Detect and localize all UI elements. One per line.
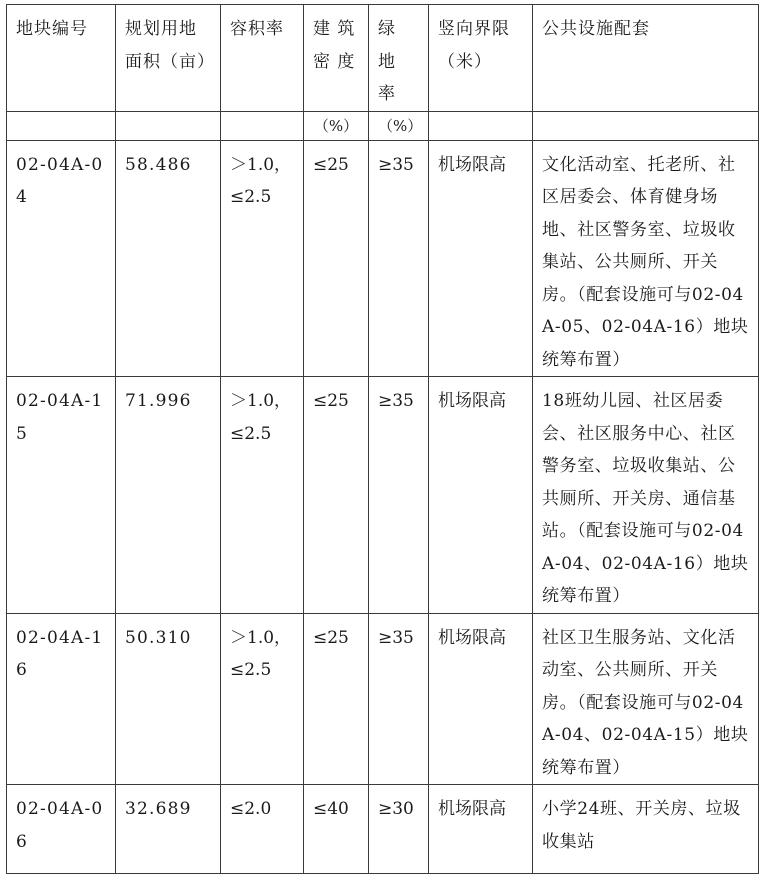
cell-plot-id: 02-04A-16 xyxy=(7,613,116,785)
header-planned-area-line1: 规划用地 xyxy=(125,19,197,39)
header-height-limit-line1: 竖向界限 xyxy=(438,19,510,39)
cell-density: ≤25 xyxy=(304,377,369,614)
header-building-density-line1: 建 筑 xyxy=(313,19,356,39)
table-row xyxy=(7,377,759,614)
cell-height: 机场限高 xyxy=(429,613,533,785)
cell-area: 71.996 xyxy=(116,377,221,614)
cell-facilities: 社区卫生服务站、文化活动室、公共厕所、开关房。（配套设施可与02-04A-04、02-04A-15）地块统筹布置） xyxy=(533,613,759,785)
cell-height: 机场限高 xyxy=(429,140,533,377)
table-row xyxy=(7,140,759,377)
unit-cell-empty xyxy=(533,111,759,140)
cell-green: ≥35 xyxy=(369,377,429,614)
header-public-facilities: 公共设施配套 xyxy=(533,5,759,112)
unit-green-ratio-label: （%） xyxy=(378,116,423,135)
cell-far xyxy=(221,785,304,874)
header-green-ratio xyxy=(369,5,429,112)
cell-facilities: 小学24班、开关房、垃圾收集站 xyxy=(533,785,759,874)
cell-density: ≤25 xyxy=(304,140,369,377)
cell-far xyxy=(221,377,304,614)
cell-height: 机场限高 xyxy=(429,377,533,614)
header-far: 容积率 xyxy=(221,5,304,112)
cell-facilities: 文化活动室、托老所、社区居委会、体育健身场地、社区警务室、垃圾收集站、公共厕所、开关房。（配套设施可与02-04A-05、02-04A-16）地块统筹布置） xyxy=(533,140,759,377)
header-building-density-line2: 密 度 xyxy=(313,51,356,72)
table-row xyxy=(7,613,759,785)
header-green-ratio-line1: 绿 地 xyxy=(378,19,396,72)
cell-far-upper: ≤2.5 xyxy=(230,423,272,444)
cell-green: ≥35 xyxy=(369,613,429,785)
cell-far-lower: ＞1.0， xyxy=(230,391,292,411)
cell-density: ≤25 xyxy=(304,613,369,785)
cell-plot-id: 02-04A-04 xyxy=(7,140,116,377)
plot-indicator-table xyxy=(6,4,759,874)
cell-area: 58.486 xyxy=(116,140,221,377)
header-green-ratio-line2: 率 xyxy=(378,84,396,104)
header-height-limit xyxy=(429,5,533,112)
cell-facilities: 18班幼儿园、社区居委会、社区服务中心、社区警务室、垃圾收集站、公共厕所、开关房、通信基站。（配套设施可与02-04A-04、02-04A-16）地块统筹布置） xyxy=(533,377,759,614)
header-building-density xyxy=(304,5,369,112)
cell-far-upper: ≤2.0 xyxy=(230,799,272,819)
unit-cell-empty xyxy=(116,111,221,140)
cell-far-upper: ≤2.5 xyxy=(230,187,272,207)
cell-far-upper: ≤2.5 xyxy=(230,660,272,680)
cell-height: 机场限高 xyxy=(429,785,533,874)
unit-building-density xyxy=(304,111,369,140)
unit-cell-empty xyxy=(7,111,116,140)
cell-far-lower: ＞1.0， xyxy=(230,154,292,175)
cell-plot-id: 02-04A-06 xyxy=(7,785,116,874)
cell-far-lower: ＞1.0， xyxy=(230,627,292,648)
header-planned-area xyxy=(116,5,221,112)
cell-plot-id: 02-04A-15 xyxy=(7,377,116,614)
cell-far xyxy=(221,613,304,785)
cell-green: ≥30 xyxy=(369,785,429,874)
cell-far xyxy=(221,140,304,377)
unit-building-density-label: （%） xyxy=(313,116,359,135)
cell-area: 32.689 xyxy=(116,785,221,874)
header-plot-id: 地块编号 xyxy=(7,5,116,112)
table-row xyxy=(7,785,759,874)
unit-green-ratio xyxy=(369,111,429,140)
cell-green: ≥35 xyxy=(369,140,429,377)
cell-density: ≤40 xyxy=(304,785,369,874)
cell-area: 50.310 xyxy=(116,613,221,785)
table-unit-row xyxy=(7,111,759,140)
header-planned-area-line2: 面积（亩） xyxy=(125,51,215,72)
unit-cell-empty xyxy=(429,111,533,140)
unit-cell-empty xyxy=(221,111,304,140)
table-header-row xyxy=(7,5,759,112)
header-height-limit-line2: （米） xyxy=(438,51,492,72)
